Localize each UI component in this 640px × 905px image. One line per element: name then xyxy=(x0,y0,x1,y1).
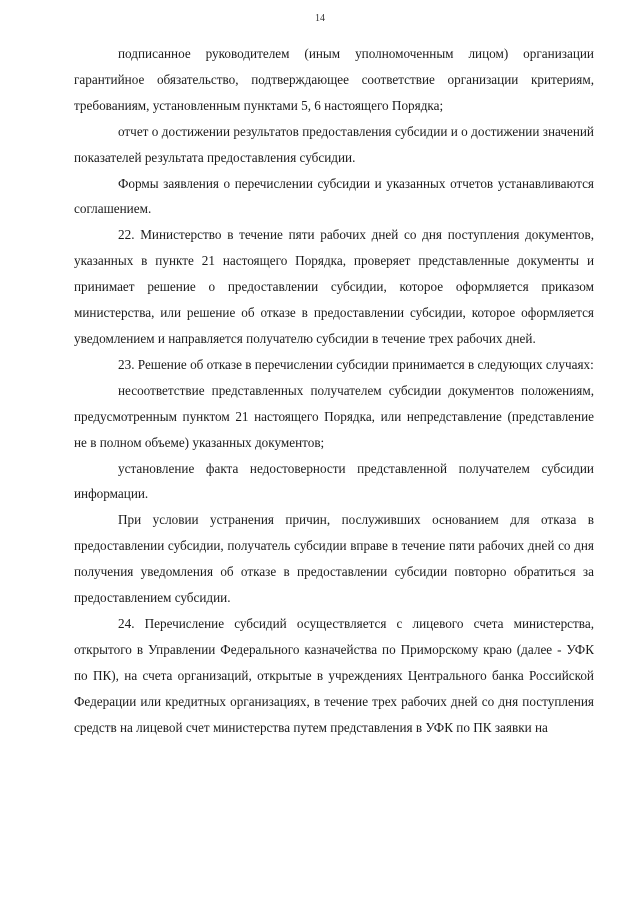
paragraph-refusal-reason-1: несоответствие представленных получателем субсидии документов положениям, предусмотренным пунктом 21 настоящего Порядка, или непредставление (представление не в полном объеме) указанных документов; xyxy=(74,382,594,450)
paragraph-item-22: 22. Министерство в течение пяти рабочих дней со дня поступления документов, указанных в пункте 21 настоящего Порядка, проверяет представленные документы и принимает решение о предоставлении субсидии, которое оформляется приказом министерства, или решение об отказе в предоставлении субсидии, которое оформляется уведомлением и направляется получателю субсидии в течение трех рабочих дней. xyxy=(74,227,594,346)
document-body xyxy=(74,41,594,740)
paragraph-refusal-reason-2: установление факта недостоверности представленной получателем субсидии информации. xyxy=(74,460,594,502)
paragraph-resubmission: При условии устранения причин, послуживших основанием для отказа в предоставлении субсидии, получатель субсидии вправе в течение пяти рабочих дней со дня получения уведомления об отказе в предоставлении субсидии повторно обратиться за предоставлением субсидии. xyxy=(74,512,594,606)
paragraph-item-23: 23. Решение об отказе в перечислении субсидии принимается в следующих случаях: xyxy=(118,356,594,372)
page-number: 14 xyxy=(315,13,325,24)
paragraph-item-24: 24. Перечисление субсидий осуществляется с лицевого счета министерства, открытого в Управлении Федерального казначейства по Приморскому краю (далее - УФК по ПК), на счета организаций, открытые в учреждениях Центрального банка Российской Федерации или кредитных организациях, в течение трех рабочих дней со дня поступления средств на лицевой счет министерства путем представления в УФК по ПК заявки на xyxy=(74,615,594,735)
paragraph-forms: Формы заявления о перечислении субсидии и указанных отчетов устанавливаются соглашением. xyxy=(74,175,594,217)
paragraph-results-report: отчет о достижении результатов предоставления субсидии и о достижении значений показателей результата предоставления субсидии. xyxy=(74,123,594,165)
paragraph-guarantee-obligation: подписанное руководителем (иным уполномоченным лицом) организации гарантийное обязательство, подтверждающее соответствие организации критериям, требованиям, установленным пунктами 5, 6 настоящего Порядка; xyxy=(74,46,594,113)
